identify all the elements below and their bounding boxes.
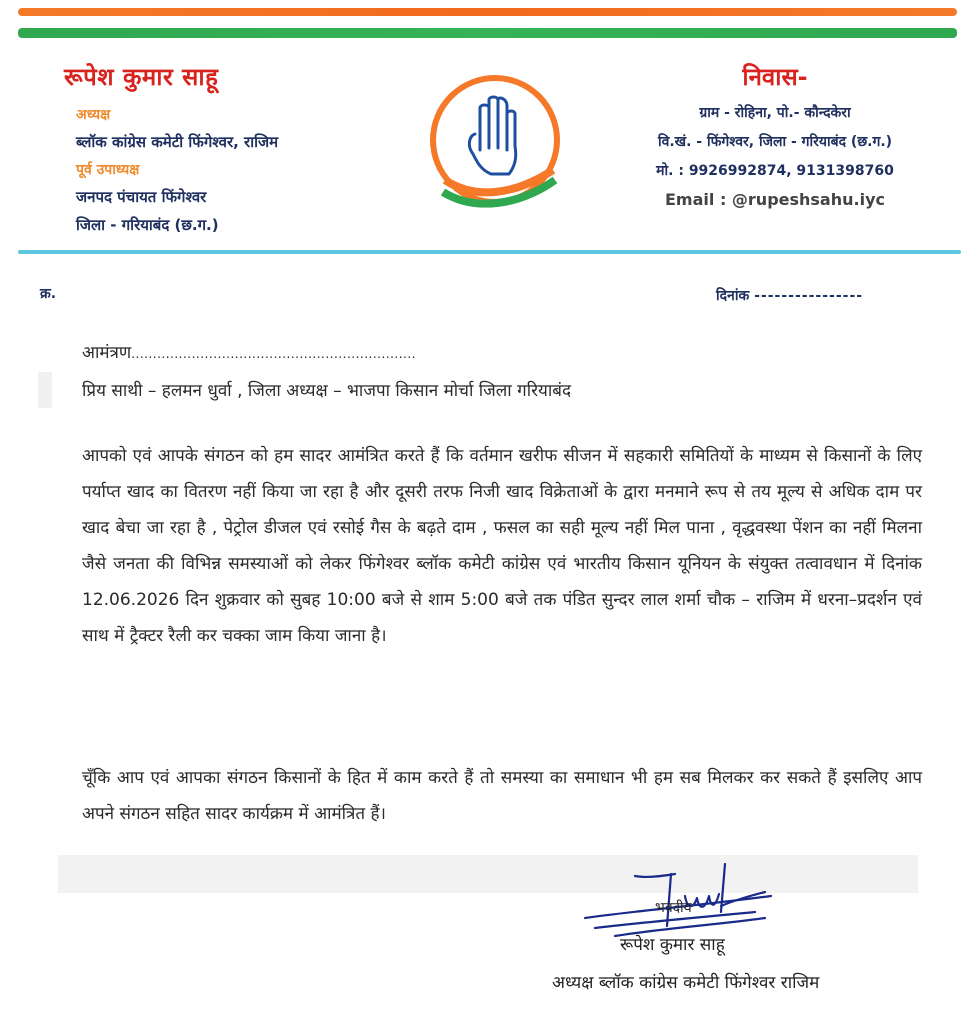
reference-label: क्र. (40, 286, 57, 302)
date-label: दिनांक (716, 288, 750, 304)
invitation-dots: .................................................................. (131, 347, 416, 361)
blue-rule (18, 250, 961, 254)
sender-role-1: अध्यक्ष (76, 107, 111, 123)
letterhead-right (600, 60, 950, 209)
sender-district: जिला - गरियाबंद (छ.ग.) (76, 216, 219, 234)
email-line: Email : @rupeshsahu.iyc (665, 190, 885, 209)
addressee-line: प्रिय साथी – हलमन धुर्वा , जिला अध्यक्ष – भाजपा किसान मोर्चा जिला गरियाबंद (82, 381, 572, 401)
sender-name: रूपेश कुमार साहू (64, 63, 219, 91)
signatory-name: रूपेश कुमार साहू (620, 935, 725, 955)
sender-org-2: जनपद पंचायत फिंगेश्वर (76, 188, 207, 206)
address-line-1: ग्राम - रोहिना, पो.- कौन्दकेरा (699, 105, 851, 121)
phone-line: मो. : 9926992874, 9131398760 (656, 163, 894, 179)
green-stripe (18, 28, 957, 38)
residence-title: निवास- (742, 63, 808, 91)
scan-shade-left (38, 372, 52, 408)
invitation-label: आमंत्रण (82, 343, 132, 363)
date-field (716, 286, 863, 305)
body-paragraph-1: आपको एवं आपके संगठन को हम सादर आमंत्रित करते हैं कि वर्तमान खरीफ सीजन में सहकारी समितियों के माध्यम से किसानों के लिए पर्याप्त खाद का वितरण नहीं किया जा रहा है और दूसरी तरफ निजी खाद विक्रेताओं के द्वारा मनमाने रूप से तय मूल्य से अधिक दाम पर खाद बेचा जा रहा है , पेट्रोल डीजल एवं रसोई गैस के बढ़ते दाम , फसल का सही मूल्य नहीं मिल पाना , वृद्धवस्था पेंशन का नहीं मिलना जैसे जनता की विभिन्न समस्याओं को लेकर फिंगेश्वर ब्लॉक कमेटी कांग्रेस एवं भारतीय किसान यूनियन के संयुक्त तत्वावधान में दिनांक 12.06.2026 दिन शुक्रवार को सुबह 10:00 बजे से शाम 5:00 बजे तक पंडित सुन्दर लाल शर्मा चौक – राजिम में धरना–प्रदर्शन एवं साथ में ट्रैक्टर रैली कर चक्का जाम किया जाना है। (82, 446, 922, 646)
body-paragraph-2: चूँकि आप एवं आपका संगठन किसानों के हित में काम करते हैं तो समस्या का समाधान भी हम सब मिलकर कर सकते हैं इसलिए आप अपने संगठन सहित सादर कार्यक्रम में आमंत्रित हैं। (82, 768, 922, 824)
congress-hand-logo-icon (425, 70, 565, 220)
signature-closing: भवदीय (655, 900, 692, 916)
signatory-title: अध्यक्ष ब्लॉक कांग्रेस कमेटी फिंगेश्वर राजिम (552, 973, 820, 993)
saffron-stripe (18, 8, 957, 16)
sender-org-1: ब्लॉक कांग्रेस कमेटी फिंगेश्वर, राजिम (76, 133, 279, 151)
date-blank: ---------------- (754, 288, 864, 304)
sender-role-2: पूर्व उपाध्यक्ष (76, 162, 140, 178)
invitation-heading (82, 340, 922, 363)
address-line-2: वि.खं. - फिंगेश्वर, जिला - गरियाबंद (छ.ग.) (657, 134, 893, 150)
letterhead-left (64, 60, 394, 235)
scan-shade-bottom (58, 855, 918, 893)
